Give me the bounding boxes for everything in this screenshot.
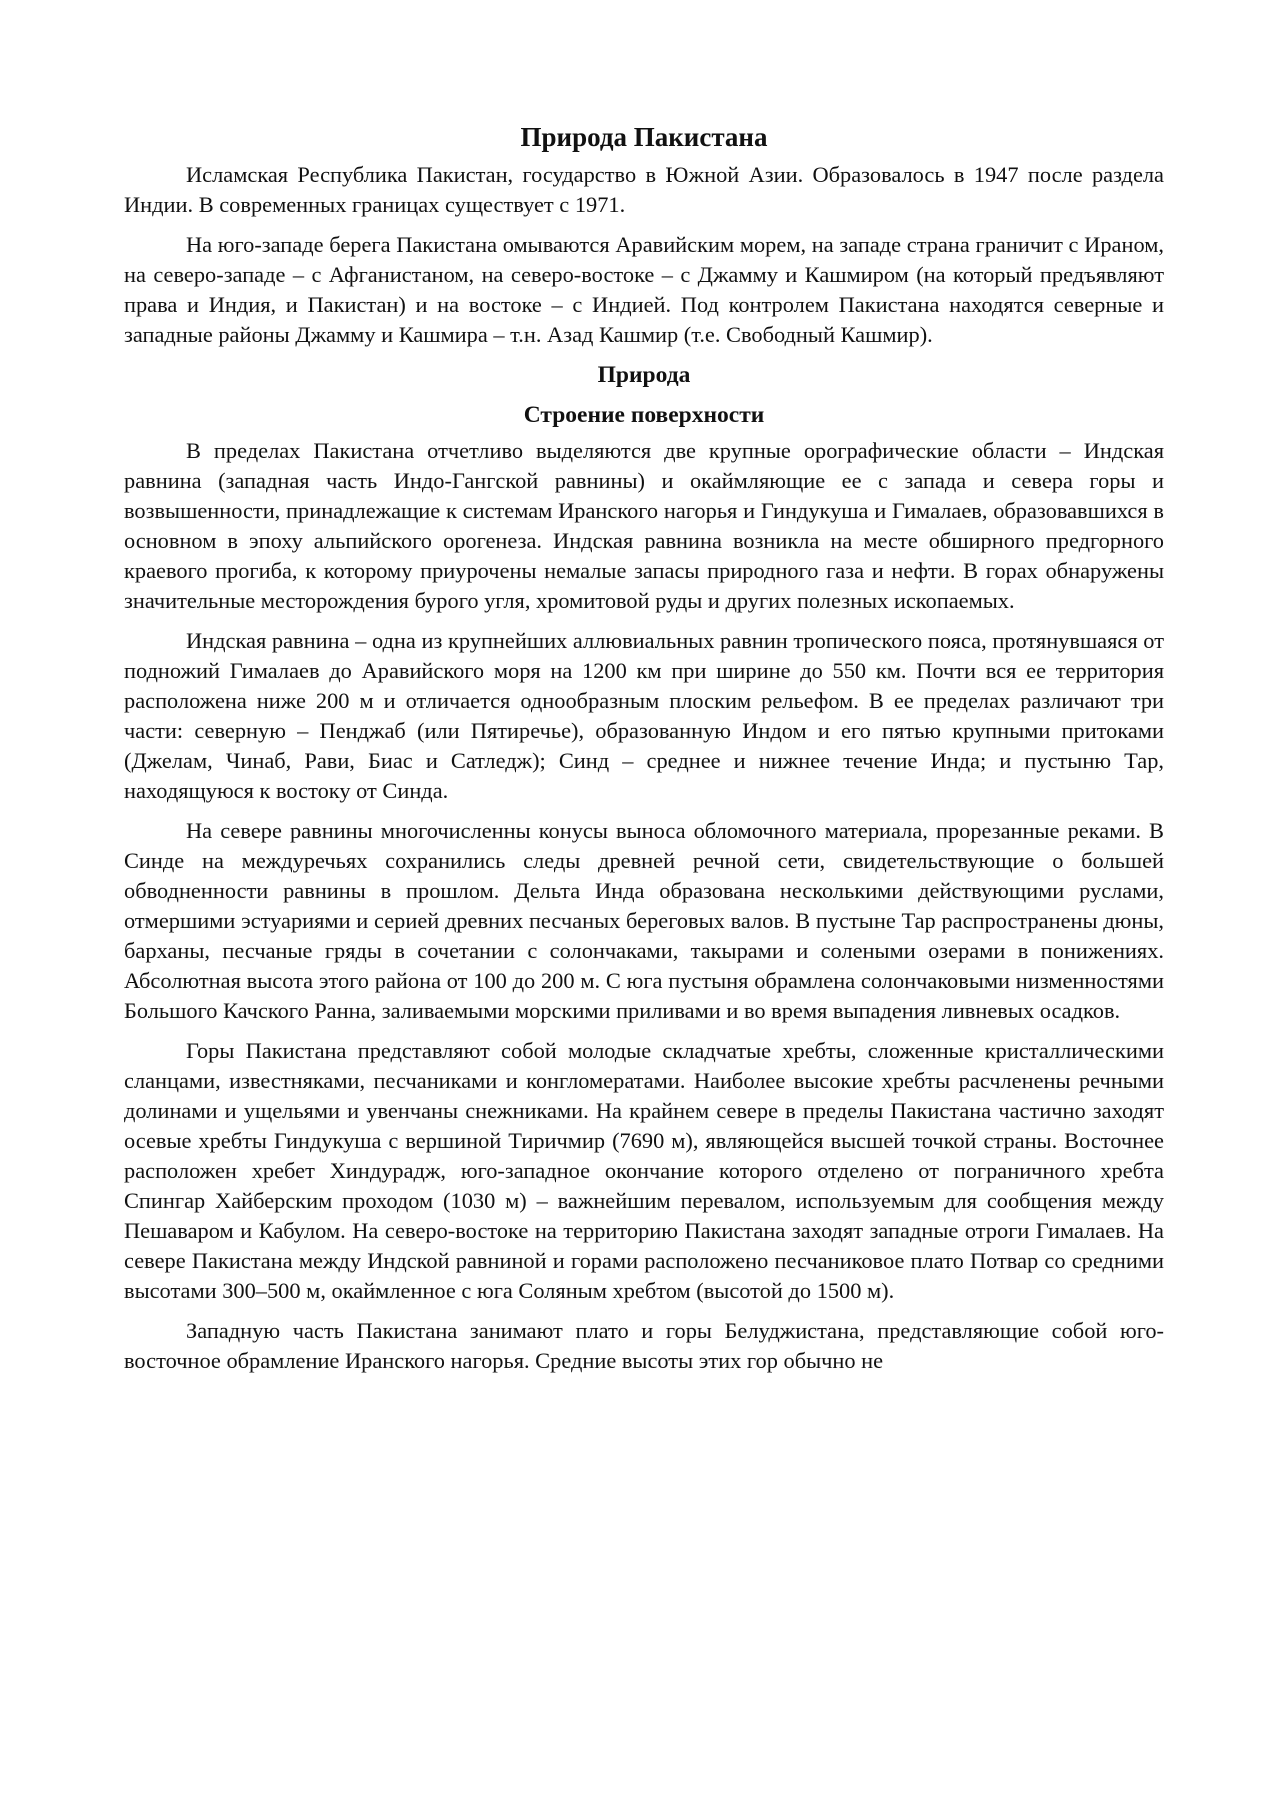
subsection-heading: Строение поверхности bbox=[523, 402, 765, 428]
body-paragraph-2: Индская равнина – одна из крупнейших аллювиальных равнин тропического пояса, протянувшаяся от подножий Гималаев до Аравийского моря на 1200 км при ширине до 550 км. Почти вся ее территория расположена ниже 200 м и отличается однообразным плоским рельефом. В ее пределах различают три части: северную – Пенджаб (или Пятиречье), образованную Индом и его пятью крупными притоками (Джелам, Чинаб, Рави, Биас и Сатледж); Синд – среднее и нижнее течение Инда; и пустыню Тар, находящуюся к востоку от Синда. bbox=[124, 628, 1164, 803]
document-title: Природа Пакистана bbox=[520, 122, 768, 152]
body-paragraph-5: Западную часть Пакистана занимают плато и горы Белуджистана, представляющие собой юго-восточное обрамление Иранского нагорья. Средние высоты этих гор обычно не bbox=[124, 1318, 1164, 1373]
intro-paragraph-1: Исламская Республика Пакистан, государство в Южной Азии. Образовалось в 1947 после раздела Индии. В современных границах существует с 1971. bbox=[124, 162, 1164, 217]
intro-paragraph-2: На юго-западе берега Пакистана омываются Аравийским морем, на западе страна граничит с Ираном, на северо-западе – с Афганистаном, на северо-востоке – с Джамму и Кашмиром (на который предъявляют права и Индия, и Пакистан) и на востоке – с Индией. Под контролем Пакистана находятся северные и западные районы Джамму и Кашмира – т.н. Азад Кашмир (т.е. Свободный Кашмир). bbox=[124, 232, 1164, 347]
body-paragraph-4: Горы Пакистана представляют собой молодые складчатые хребты, сложенные кристаллическими сланцами, известняками, песчаниками и конгломератами. Наиболее высокие хребты расчленены речными долинами и ущельями и увенчаны снежниками. На крайнем севере в пределы Пакистана частично заходят осевые хребты Гиндукуша с вершиной Тиричмир (7690 м), являющейся высшей точкой страны. Восточнее расположен хребет Хиндурадж, юго-западное окончание которого отделено от пограничного хребта Спингар Хайберским проходом (1030 м) – важнейшим перевалом, используемым для сообщения между Пешаваром и Кабулом. На северо-востоке на территорию Пакистана заходят западные отроги Гималаев. На севере Пакистана между Индской равниной и горами расположено песчаниковое плато Потвар со средними высотами 300–500 м, окаймленное с юга Соляным хребтом (высотой до 1500 м). bbox=[124, 1038, 1164, 1303]
body-paragraph-3: На севере равнины многочисленны конусы выноса обломочного материала, прорезанные реками. В Синде на междуречьях сохранились следы древней речной сети, свидетельствующие о большей обводненности равнины в прошлом. Дельта Инда образована несколькими действующими руслами, отмершими эстуариями и серией древних песчаных береговых валов. В пустыне Тар распространены дюны, барханы, песчаные гряды в сочетании с солончаками, такырами и солеными озерами в понижениях. Абсолютная высота этого района от 100 до 200 м. С юга пустыня обрамлена солончаковыми низменностями Большого Качского Ранна, заливаемыми морскими приливами и во время выпадения ливневых осадков. bbox=[124, 818, 1164, 1023]
body-paragraph-1: В пределах Пакистана отчетливо выделяются две крупные орографические области – Индская равнина (западная часть Индо-Гангской равнины) и окаймляющие ее с запада и севера горы и возвышенности, принадлежащие к системам Иранского нагорья и Гиндукуша и Гималаев, образовавшихся в основном в эпоху альпийского орогенеза. Индская равнина возникла на месте обширного предгорного краевого прогиба, к которому приурочены немалые запасы природного газа и нефти. В горах обнаружены значительные месторождения бурого угля, хромитовой руды и других полезных ископаемых. bbox=[124, 438, 1164, 613]
document-page bbox=[124, 120, 1164, 1386]
section-heading: Природа bbox=[597, 362, 691, 388]
